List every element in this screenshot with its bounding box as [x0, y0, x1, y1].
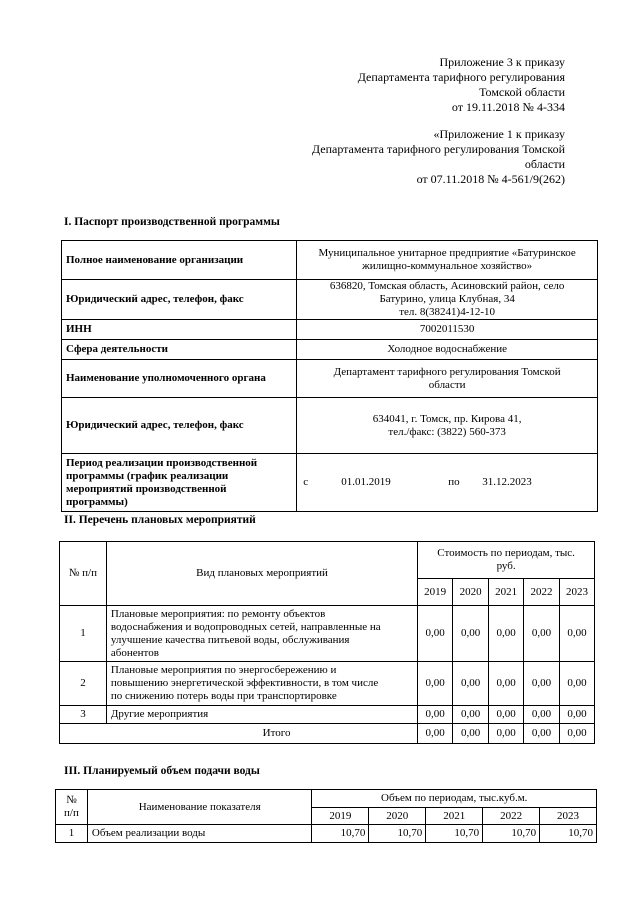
- row-num: 1: [60, 606, 107, 662]
- row-value: 0,00: [560, 706, 595, 724]
- total-label: Итого: [60, 724, 418, 744]
- period-to-word: по: [448, 476, 460, 488]
- row-value: 10,70: [426, 825, 483, 843]
- table-row: [60, 606, 595, 662]
- table-header-row: [56, 790, 597, 808]
- row-value: 10,70: [312, 825, 369, 843]
- col-num-header: № п/п: [60, 542, 107, 606]
- col-volume-header: Объем по периодам, тыс.куб.м.: [312, 790, 597, 808]
- row-value: 10,70: [540, 825, 597, 843]
- row-label: ИНН: [62, 320, 297, 340]
- row-value: 0,00: [560, 606, 595, 662]
- row-value: 0,00: [418, 706, 453, 724]
- row-value: 0,00: [453, 606, 489, 662]
- year-header: 2021: [426, 808, 483, 825]
- row-value: 0,00: [524, 662, 560, 706]
- planned-measures-table: [59, 541, 595, 744]
- table-row: [62, 280, 598, 320]
- year-header: 2019: [418, 579, 453, 606]
- year-header: 2022: [524, 579, 560, 606]
- col-num-header: № п/п: [56, 790, 88, 825]
- section-1-title: I. Паспорт производственной программы: [64, 216, 280, 228]
- row-value: 0,00: [489, 606, 524, 662]
- year-header: 2020: [369, 808, 426, 825]
- table-row: [62, 360, 598, 398]
- row-label: Полное наименование организации: [62, 241, 297, 280]
- total-value: 0,00: [489, 724, 524, 744]
- year-header: 2020: [453, 579, 489, 606]
- col-kind-header: Вид плановых мероприятий: [106, 542, 417, 606]
- table-row: [62, 320, 598, 340]
- table-row: [60, 706, 595, 724]
- row-label: Наименование уполномоченного органа: [62, 360, 297, 398]
- row-value: 636820, Томская область, Асиновский район, село Батурино, улица Клубная, 34 тел. 8(38241)4-12-10: [297, 280, 598, 320]
- row-label: Сфера деятельности: [62, 340, 297, 360]
- row-value: 0,00: [524, 706, 560, 724]
- header-line: Томской области: [479, 85, 565, 99]
- row-value: 0,00: [489, 706, 524, 724]
- row-text: Плановые мероприятия по энергосбережению и повышению энергетической эффективности, в том числе по снижению потерь воды при транспортировке: [106, 662, 417, 706]
- table-row: [56, 825, 597, 843]
- header-line: от 19.11.2018 № 4-334: [451, 100, 565, 114]
- header-line: Департамента тарифного регулирования: [357, 70, 565, 84]
- year-header: 2021: [489, 579, 524, 606]
- period-to-date: 31.12.2023: [482, 476, 532, 488]
- row-value: Департамент тарифного регулирования Томской области: [297, 360, 598, 398]
- total-value: 0,00: [418, 724, 453, 744]
- period-value: [297, 454, 598, 512]
- row-num: 2: [60, 662, 107, 706]
- order-header-1: [358, 55, 565, 115]
- row-value: 0,00: [524, 606, 560, 662]
- row-value: 10,70: [483, 825, 540, 843]
- row-num: 3: [60, 706, 107, 724]
- col-cost-header: Стоимость по периодам, тыс. руб.: [418, 542, 595, 579]
- header-line: «Приложение 1 к приказу: [433, 127, 565, 141]
- row-text: Плановые мероприятия: по ремонту объектов водоснабжения и водопроводных сетей, направленные на улучшение качества питьевой воды, обслуживания абонентов: [106, 606, 417, 662]
- year-header: 2019: [312, 808, 369, 825]
- water-volume-table: [55, 789, 597, 843]
- table-header-row: [60, 542, 595, 579]
- row-label: Юридический адрес, телефон, факс: [62, 280, 297, 320]
- order-header-2: [312, 127, 565, 187]
- section-3-title: III. Планируемый объем подачи воды: [64, 765, 260, 777]
- row-value: 0,00: [453, 662, 489, 706]
- row-value: Муниципальное унитарное предприятие «Батуринское жилищно-коммунальное хозяйство»: [297, 241, 598, 280]
- row-value: 0,00: [489, 662, 524, 706]
- header-line: Департамента тарифного регулирования Томской: [311, 142, 565, 156]
- table-row: [62, 398, 598, 454]
- row-value: 10,70: [369, 825, 426, 843]
- table-total-row: [60, 724, 595, 744]
- year-header: 2022: [483, 808, 540, 825]
- row-value: 0,00: [418, 606, 453, 662]
- period-label: Период реализации производственной программы (график реализации мероприятий производственной программы): [62, 454, 297, 512]
- period-from-date: 01.01.2019: [341, 476, 391, 488]
- header-line: от 07.11.2018 № 4-561/9(262): [416, 172, 565, 186]
- passport-table: [61, 240, 598, 512]
- table-row: [62, 340, 598, 360]
- row-label: Юридический адрес, телефон, факс: [62, 398, 297, 454]
- row-value: 0,00: [418, 662, 453, 706]
- header-line: области: [524, 157, 565, 171]
- row-num: 1: [56, 825, 88, 843]
- row-text: Другие мероприятия: [106, 706, 417, 724]
- row-name: Объем реализации воды: [87, 825, 312, 843]
- row-value: 634041, г. Томск, пр. Кирова 41, тел./факс: (3822) 560-373: [297, 398, 598, 454]
- total-value: 0,00: [524, 724, 560, 744]
- col-name-header: Наименование показателя: [87, 790, 312, 825]
- section-2-title: II. Перечень плановых мероприятий: [64, 514, 256, 526]
- header-line: Приложение 3 к приказу: [439, 55, 565, 69]
- year-header: 2023: [560, 579, 595, 606]
- table-row: [60, 662, 595, 706]
- row-value: 0,00: [453, 706, 489, 724]
- row-value: 7002011530: [297, 320, 598, 340]
- table-row: [62, 454, 598, 512]
- row-value: Холодное водоснабжение: [297, 340, 598, 360]
- period-from-word: с: [303, 476, 309, 488]
- total-value: 0,00: [560, 724, 595, 744]
- total-value: 0,00: [453, 724, 489, 744]
- year-header: 2023: [540, 808, 597, 825]
- table-row: [62, 241, 598, 280]
- row-value: 0,00: [560, 662, 595, 706]
